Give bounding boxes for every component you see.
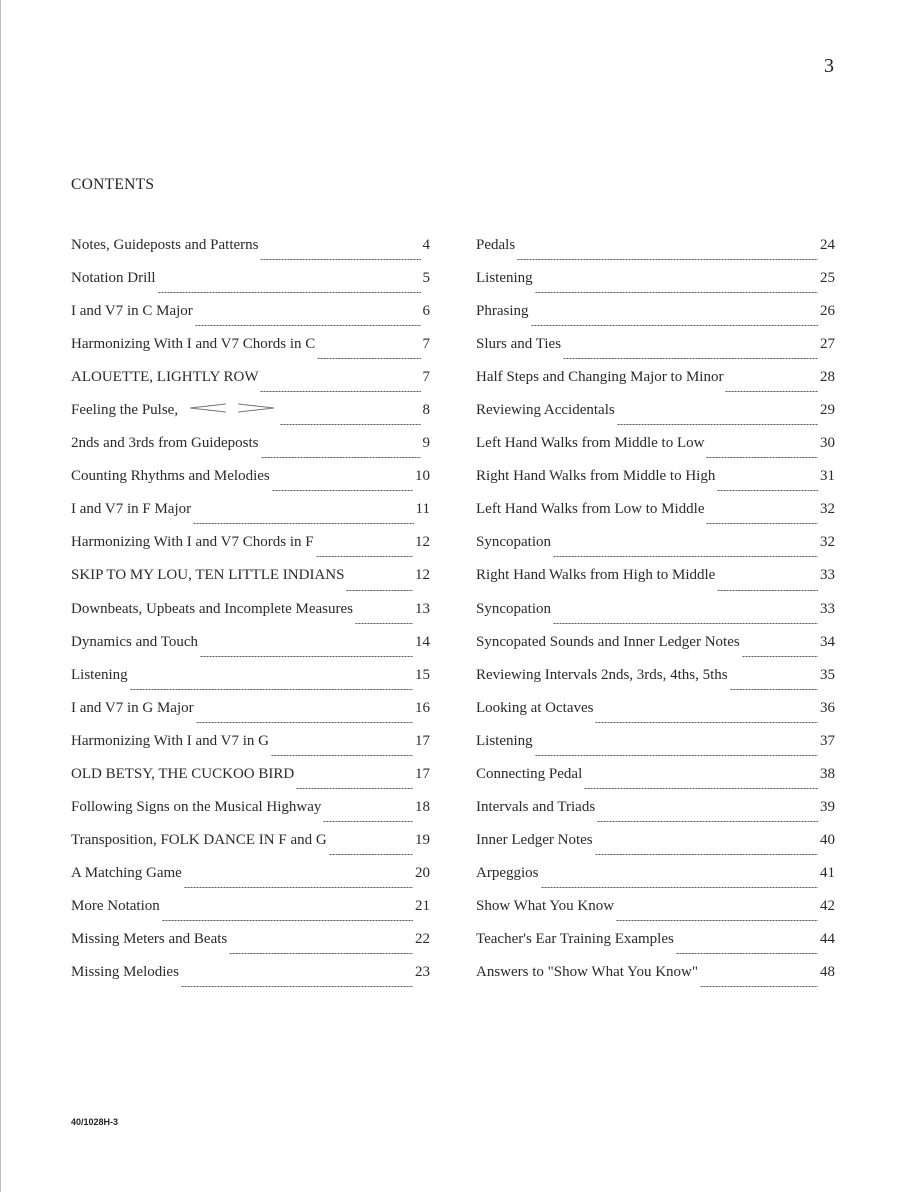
toc-entry [71,799,430,832]
toc-entry-page: 7 [422,369,430,386]
toc-entry-title: Intervals and Triads [476,798,596,815]
toc-entry-title: Pedals [476,237,516,253]
dot-leader [563,358,818,359]
contents-left-column [71,237,430,997]
toc-entry [476,402,835,435]
toc-entry-title: Downbeats, Upbeats and Incomplete Measures [71,600,353,617]
toc-entry [476,931,835,964]
toc-entry-page: 40 [820,831,835,848]
toc-entry-page: 11 [415,501,430,518]
toc-entry-title: Syncopation [476,600,551,617]
dot-leader [616,920,818,921]
toc-entry-page: 41 [820,864,835,881]
decrescendo-icon [238,404,274,412]
toc-entry-title: Inner Ledger Notes [476,831,593,848]
dot-leader [193,523,413,524]
toc-entry [476,336,835,369]
toc-entry-title: Show What You Know [476,897,615,914]
toc-entry-page: 33 [820,567,835,584]
toc-entry [476,237,835,270]
toc-entry [476,567,835,600]
toc-entry-page: 17 [415,732,430,749]
toc-entry-page: 32 [820,534,835,551]
toc-entry-page: 18 [415,798,430,815]
toc-entry [71,567,430,600]
dot-leader [329,854,413,855]
dot-leader [196,722,413,723]
toc-entry [71,303,430,336]
toc-entry [476,435,835,468]
toc-entry [71,435,430,468]
toc-entry [476,865,835,898]
dot-leader [700,986,818,987]
dot-leader [323,821,413,822]
toc-entry-title: Notation Drill [71,270,156,287]
toc-entry-title: Answers to "Show What You Know" [476,964,698,981]
dot-leader [553,556,818,557]
toc-entry [71,667,430,700]
toc-entry [476,733,835,766]
toc-entry [71,237,430,270]
toc-entry [71,534,430,567]
toc-entry [476,468,835,501]
toc-entry-title: Harmonizing With I and V7 in G [71,732,269,749]
toc-entry [476,270,835,303]
toc-entry [71,898,430,931]
toc-entry-title: More Notation [71,897,160,914]
toc-entry [476,634,835,667]
toc-entry-page: 39 [820,798,835,815]
toc-entry [476,667,835,700]
dot-leader [742,656,818,657]
dot-leader [584,788,818,789]
toc-entry-title: A Matching Game [71,864,182,881]
toc-entry-title: ALOUETTE, LIGHTLY ROW [71,369,259,386]
toc-entry-title: Connecting Pedal [476,765,583,782]
toc-entry-title: Syncopation [476,534,551,551]
dot-leader [730,689,818,690]
dot-leader [706,457,818,458]
toc-entry-page: 26 [820,303,835,320]
toc-entry-title: OLD BETSY, THE CUCKOO BIRD [71,765,295,782]
page-number: 3 [824,55,834,77]
dot-leader [541,887,819,888]
toc-entry-title: I and V7 in C Major [71,303,193,320]
toc-entry-page: 35 [820,666,835,683]
dot-leader [597,821,818,822]
contents-right-column [476,237,835,997]
dot-leader [717,490,818,491]
toc-entry-page: 8 [422,402,430,419]
dot-leader [260,391,420,392]
toc-entry-title: Missing Meters and Beats [71,930,228,947]
toc-entry [476,534,835,567]
toc-entry-title: Looking at Octaves [476,699,594,716]
toc-entry-title: Counting Rhythms and Melodies [71,468,270,485]
toc-entry [71,501,430,534]
dot-leader [346,590,413,591]
dot-leader [355,623,413,624]
toc-entry-title: Right Hand Walks from Middle to High [476,468,716,485]
toc-entry [476,964,835,997]
page-title: CONTENTS [71,176,155,193]
toc-entry-title: Following Signs on the Musical Highway [71,798,322,815]
toc-entry [71,733,430,766]
toc-entry-page: 44 [820,930,835,947]
dot-leader [261,457,421,458]
dot-leader [229,953,413,954]
toc-entry-title: Teacher's Ear Training Examples [476,930,674,947]
dot-leader [162,920,413,921]
dot-leader [617,424,818,425]
toc-entry-page: 31 [820,468,835,485]
toc-entry [476,700,835,733]
toc-entry [476,898,835,931]
toc-entry-title: Phrasing [476,303,529,320]
dot-leader [676,953,818,954]
dot-leader [260,259,420,260]
toc-entry [71,468,430,501]
dot-leader [595,722,818,723]
dot-leader [517,259,818,260]
dot-leader [535,292,818,293]
toc-entry-title: Listening [476,732,533,749]
toc-entry-title: Arpeggios [476,864,539,881]
toc-entry-title: Missing Melodies [71,964,179,981]
toc-entry-page: 15 [415,666,430,683]
toc-entry-title: Left Hand Walks from Middle to Low [476,435,705,452]
toc-entry-page: 27 [820,336,835,353]
toc-entry [71,336,430,369]
toc-entry-page: 25 [820,270,835,287]
toc-entry [71,270,430,303]
dot-leader [158,292,421,293]
dot-leader [296,788,413,789]
toc-entry-page: 10 [415,468,430,485]
toc-entry-title: Dynamics and Touch [71,633,198,650]
dot-leader [706,523,818,524]
dot-leader [725,391,818,392]
toc-entry-page: 28 [820,369,835,386]
toc-entry [476,766,835,799]
toc-entry-title: Notes, Guideposts and Patterns [71,237,259,253]
toc-entry-title: Right Hand Walks from High to Middle [476,567,716,584]
toc-entry-page: 29 [820,402,835,419]
toc-entry-page: 38 [820,765,835,782]
toc-entry-title: Syncopated Sounds and Inner Ledger Notes [476,633,740,650]
toc-entry-page: 16 [415,699,430,716]
toc-entry-title: Half Steps and Changing Major to Minor [476,369,724,386]
toc-entry [71,964,430,997]
dot-leader [595,854,818,855]
dot-leader [272,490,413,491]
dot-leader [553,623,818,624]
toc-entry-title: I and V7 in F Major [71,501,192,518]
toc-entry [71,766,430,799]
toc-entry-title: Slurs and Ties [476,336,562,353]
toc-entry-title: Listening [476,270,533,287]
toc-entry [476,799,835,832]
toc-entry-title: Listening [71,666,128,683]
toc-entry-page: 32 [820,501,835,518]
dot-leader [316,556,413,557]
toc-entry [71,832,430,865]
toc-entry-page: 12 [415,567,430,584]
dot-leader [531,325,819,326]
dot-leader [200,656,413,657]
dot-leader [184,887,413,888]
toc-entry-page: 30 [820,435,835,452]
toc-entry-page: 33 [820,600,835,617]
toc-entry-page: 24 [820,237,835,253]
dot-leader [280,424,420,425]
toc-entry-title: 2nds and 3rds from Guideposts [71,435,259,452]
crescendo-decrescendo-icon [188,402,278,414]
toc-entry [71,700,430,733]
toc-entry-title: Reviewing Intervals 2nds, 3rds, 4ths, 5ths [476,666,728,683]
toc-entry-title: Feeling the Pulse, [71,402,179,419]
toc-entry-page: 20 [415,864,430,881]
toc-entry-page: 4 [422,237,430,253]
toc-entry-title: Harmonizing With I and V7 Chords in F [71,534,314,551]
toc-entry-page: 36 [820,699,835,716]
toc-entry [476,601,835,634]
dot-leader [181,986,413,987]
toc-entry-page: 6 [422,303,430,320]
toc-entry-page: 19 [415,831,430,848]
toc-entry-page: 7 [422,336,430,353]
dot-leader [271,755,413,756]
toc-entry-page: 9 [422,435,430,452]
toc-entry [71,369,430,402]
toc-entry [71,402,430,435]
toc-entry-title: SKIP TO MY LOU, TEN LITTLE INDIANS [71,567,345,584]
dot-leader [317,358,420,359]
toc-entry-page: 5 [422,270,430,287]
toc-entry-page: 34 [820,633,835,650]
dot-leader [535,755,818,756]
dot-leader [717,590,818,591]
toc-entry [476,303,835,336]
dot-leader [195,325,421,326]
toc-entry [71,601,430,634]
toc-entry-page: 48 [820,964,835,981]
toc-entry-title: Transposition, FOLK DANCE IN F and G [71,831,327,848]
toc-entry [71,931,430,964]
toc-entry-page: 21 [415,897,430,914]
catalog-code: 40/1028H-3 [71,1117,119,1127]
toc-entry-title: I and V7 in G Major [71,699,194,716]
toc-entry [476,501,835,534]
toc-entry-title: Left Hand Walks from Low to Middle [476,501,705,518]
toc-entry-page: 14 [415,633,430,650]
toc-entry-page: 23 [415,964,430,981]
toc-entry [476,369,835,402]
toc-entry-page: 13 [415,600,430,617]
toc-entry [71,865,430,898]
toc-entry-page: 37 [820,732,835,749]
toc-entry-page: 42 [820,897,835,914]
toc-entry [476,832,835,865]
toc-entry-page: 12 [415,534,430,551]
toc-entry-title: Reviewing Accidentals [476,402,615,419]
toc-entry [71,634,430,667]
dot-leader [130,689,413,690]
toc-entry-title: Harmonizing With I and V7 Chords in C [71,336,316,353]
toc-entry-page: 17 [415,765,430,782]
toc-entry-page: 22 [415,930,430,947]
crescendo-icon [190,404,226,412]
